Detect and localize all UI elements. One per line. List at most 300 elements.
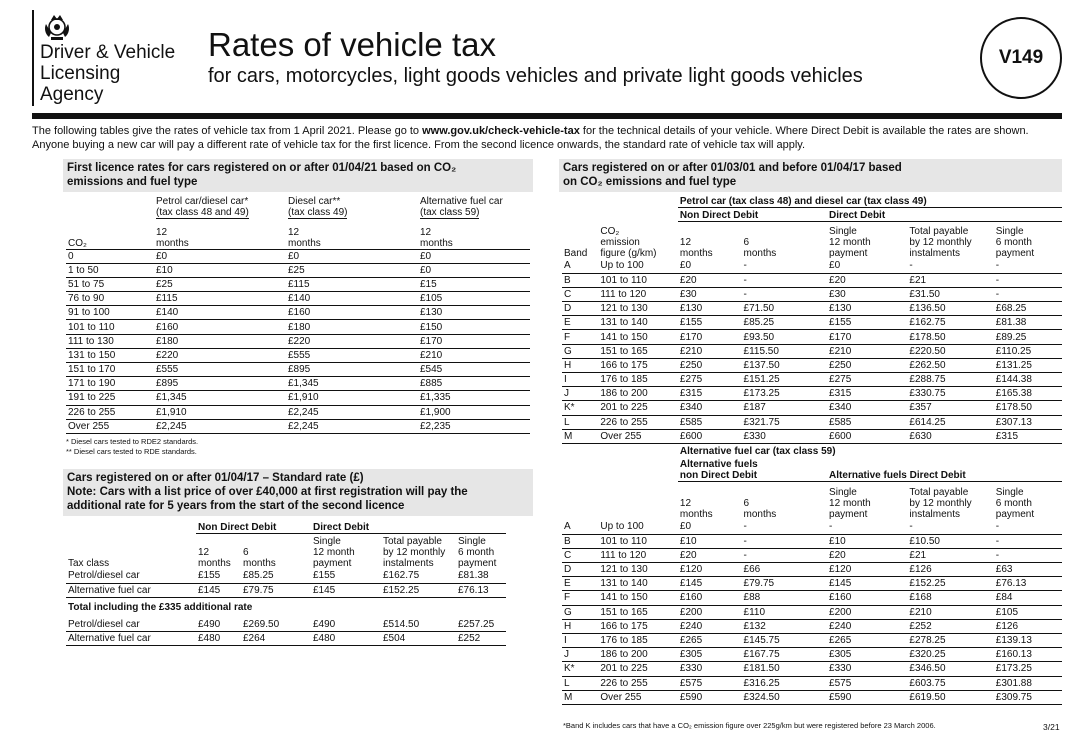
alt-band-cell: £240 [821,619,907,633]
diesel-note-2: ** Diesel cars tested to RDE standards. [66,447,197,456]
petrol-band-cell: £178.50 [994,401,1062,415]
table-row [562,676,1062,690]
alt-band-cell: £181.50 [742,662,822,676]
petrol-band-cell: C [562,287,598,301]
alt-band-cell: 166 to 175 [598,619,678,633]
table-row [66,348,530,362]
petrol-band-cell: £288.75 [907,373,993,387]
table-row [66,377,530,391]
alt-dd-header: Alternative fuels Direct Debit [821,459,1062,482]
petrol-band-cell: E [562,316,598,330]
bands-title-2: on CO₂ emissions and fuel type [563,176,737,188]
alt-6-months-header: 6 months [743,497,777,520]
petrol-band-cell: 111 to 120 [598,287,678,301]
petrol-band-cell: G [562,344,598,358]
alt-band-cell: B [562,534,598,548]
petrol-band-cell: £275 [821,373,907,387]
sr-single-12-header: Single 12 month payment [313,536,355,569]
petrol-band-cell: £170 [821,330,907,344]
first-licence-table [66,196,530,434]
alt-band-cell: £105 [994,605,1062,619]
table-row [66,583,506,597]
alt-band-cell: - [994,520,1062,534]
first-licence-cell: £25 [154,277,286,291]
first-licence-cell: £1,345 [154,391,286,405]
additional-rate-cell: £269.50 [241,617,305,631]
alt-band-cell: I [562,633,598,647]
first-licence-cell: 226 to 255 [66,405,154,419]
col-header-petrol-diesel: Petrol car/diesel car* (tax class 48 and 49) [156,196,249,218]
sr-6-months-header: 6 months [243,547,276,569]
first-licence-cell: 111 to 130 [66,334,154,348]
petrol-band-cell: £21 [907,273,993,287]
petrol-band-cell: £110.25 [994,344,1062,358]
first-licence-cell: 0 [66,249,154,263]
first-licence-cell: £160 [286,306,418,320]
petrol-band-cell: £30 [821,287,907,301]
first-licence-cell: £2,245 [154,419,286,433]
alt-band-cell: £84 [994,591,1062,605]
alt-band-cell: £346.50 [907,662,993,676]
petrol-band-cell: £187 [742,401,822,415]
first-licence-cell: £1,900 [418,405,530,419]
alt-band-cell: 201 to 225 [598,662,678,676]
sr-single-6-header: Single 6 month payment [458,536,497,569]
standard-rate-cell: Alternative fuel car [66,583,196,597]
standard-rate-cell: £81.38 [456,569,506,583]
first-licence-cell: £2,235 [418,419,530,433]
alt-band-cell: £10 [821,534,907,548]
alt-band-cell: £301.88 [994,676,1062,690]
table-row [562,358,1062,372]
standard-rate-heading [63,469,533,516]
alt-band-cell: £590 [821,690,907,704]
first-licence-cell: 191 to 225 [66,391,154,405]
additional-rate-cell: Alternative fuel car [66,632,196,646]
alt-single-12-header: Single 12 month payment [829,486,871,520]
alt-band-cell: £76.13 [994,577,1062,591]
petrol-band-cell: £614.25 [907,415,993,429]
table-row [66,419,530,433]
alt-band-cell: £265 [678,633,742,647]
additional-rate-cell: £480 [305,632,381,646]
first-licence-cell: £115 [154,292,286,306]
standard-rate-cell: £145 [305,583,381,597]
petrol-band-cell: £137.50 [742,358,822,372]
table-row [66,617,506,631]
first-licence-cell: £0 [418,263,530,277]
petrol-band-cell: £130 [821,302,907,316]
table-row [562,259,1062,273]
petrol-band-cell: B [562,273,598,287]
table-row [562,287,1062,301]
alt-band-cell: £305 [821,648,907,662]
bands-table [562,193,1062,705]
first-licence-cell: £1,910 [154,405,286,419]
bands-dd-header: Direct Debit [821,207,1062,221]
petrol-band-cell: 121 to 130 [598,302,678,316]
alt-band-cell: £160.13 [994,648,1062,662]
standard-rate-title-3: additional rate for 5 years from the start of the second licence [67,500,405,512]
petrol-band-cell: 141 to 150 [598,330,678,344]
petrol-band-cell: 101 to 110 [598,273,678,287]
additional-rate-cell: £264 [241,632,305,646]
petrol-band-cell: £136.50 [907,302,993,316]
alt-non-dd-header: Alternative fuels non Direct Debit [678,459,821,482]
petrol-band-cell: K* [562,401,598,415]
table-row [562,662,1062,676]
alt-band-cell: £160 [821,591,907,605]
alt-band-cell: £324.50 [742,690,822,704]
first-licence-cell: £2,245 [286,419,418,433]
alt-band-cell: £210 [907,605,993,619]
first-licence-cell: £1,345 [286,377,418,391]
agency-line-1: Driver & Vehicle [40,42,176,63]
petrol-band-cell: £89.25 [994,330,1062,344]
standard-rate-cell: £152.25 [381,583,456,597]
first-licence-cell: 51 to 75 [66,277,154,291]
royal-crest-icon [42,12,72,42]
petrol-band-cell: £630 [907,429,993,443]
table-row [66,277,530,291]
first-licence-cell: 1 to 50 [66,263,154,277]
bands-non-dd-header: Non Direct Debit [678,207,821,221]
page-header [0,0,1083,118]
petrol-band-cell: - [994,273,1062,287]
alt-total-payable-header: Total payable by 12 monthly instalments [909,486,972,520]
petrol-band-cell: D [562,302,598,316]
alt-band-cell: £173.25 [994,662,1062,676]
table-row [66,292,530,306]
petrol-band-cell: Over 255 [598,429,678,443]
petrol-band-cell: - [994,259,1062,273]
alt-band-cell: M [562,690,598,704]
alt-band-cell: £10 [678,534,742,548]
first-licence-cell: 131 to 150 [66,348,154,362]
bands-single-12-header: Single 12 month payment [829,226,871,259]
alt-band-cell: £575 [678,676,742,690]
alt-band-cell: £21 [907,548,993,562]
petrol-band-cell: £173.25 [742,387,822,401]
first-licence-cell: £180 [154,334,286,348]
alt-band-cell: J [562,648,598,662]
intro-text-2: for the technical details of your vehicle. Where Direct Debit is available the rates are shown. Anyone buying a new car will pay a different rate of vehicle tax for the first licence. From the second licence onwards, the standard rate of vehicle tax will apply. [32,125,1029,151]
petrol-band-cell: H [562,358,598,372]
bands-title-1: Cars registered on or after 01/03/01 and before 01/04/17 based [563,162,902,174]
additional-rate-cell: £252 [456,632,506,646]
alt-band-cell: £168 [907,591,993,605]
alt-band-cell: G [562,605,598,619]
petrol-band-cell: 176 to 185 [598,373,678,387]
petrol-band-cell: 151 to 165 [598,344,678,358]
alt-band-cell: £120 [821,563,907,577]
alt-band-cell: £167.75 [742,648,822,662]
alt-12-months-header: 12 months [679,497,713,520]
alt-band-cell: - [907,520,993,534]
alt-band-cell: F [562,591,598,605]
additional-rate-label: Total including the £335 additional rate [68,602,253,614]
petrol-band-cell: £250 [678,358,742,372]
petrol-band-cell: £178.50 [907,330,993,344]
petrol-band-cell: F [562,330,598,344]
alt-band-cell: - [994,548,1062,562]
first-licence-cell: £140 [154,306,286,320]
alt-band-cell: 111 to 120 [598,548,678,562]
alt-band-cell: £603.75 [907,676,993,690]
table-row [66,632,506,646]
petrol-band-cell: £275 [678,373,742,387]
standard-rate-cell: Petrol/diesel car [66,569,196,583]
co2-figure-header: CO₂ emission figure (g/km) [600,226,657,259]
alt-band-cell: £309.75 [994,690,1062,704]
petrol-band-cell: L [562,415,598,429]
alt-band-cell: £145 [821,577,907,591]
first-licence-cell: £160 [154,320,286,334]
petrol-band-cell: £600 [821,429,907,443]
bands-12-months-header: 12 months [679,237,713,259]
table-row [562,316,1062,330]
alt-band-cell: £278.25 [907,633,993,647]
alt-band-cell: - [821,520,907,534]
first-licence-cell: £0 [286,249,418,263]
additional-rate-cell: £504 [381,632,456,646]
alt-band-cell: £160 [678,591,742,605]
first-licence-cell: £105 [418,292,530,306]
first-licence-cell: £895 [154,377,286,391]
first-licence-cell: 76 to 90 [66,292,154,306]
alt-band-cell: - [742,520,822,534]
table-row [562,344,1062,358]
first-licence-cell: £10 [154,263,286,277]
standard-rate-cell: £155 [305,569,381,583]
table-row [562,401,1062,415]
petrol-band-cell: - [994,287,1062,301]
first-licence-cell: £150 [418,320,530,334]
first-licence-cell: £170 [418,334,530,348]
petrol-band-cell: £85.25 [742,316,822,330]
alt-band-cell: £88 [742,591,822,605]
first-licence-cell: £2,245 [286,405,418,419]
petrol-band-cell: £315 [994,429,1062,443]
first-licence-title-2: emissions and fuel type [67,176,198,188]
first-licence-cell: £1,335 [418,391,530,405]
petrol-band-cell: 166 to 175 [598,358,678,372]
petrol-band-cell: £81.38 [994,316,1062,330]
first-licence-cell: £220 [154,348,286,362]
first-licence-cell: £140 [286,292,418,306]
petrol-band-cell: £71.50 [742,302,822,316]
bands-6-months-header: 6 months [743,237,777,259]
alt-band-cell: £152.25 [907,577,993,591]
additional-rate-cell: £490 [305,617,381,631]
table-row [562,577,1062,591]
alt-band-cell: £63 [994,563,1062,577]
alt-band-cell: £132 [742,619,822,633]
alt-band-cell: £120 [678,563,742,577]
alt-band-cell: £145 [678,577,742,591]
alt-band-cell: £330 [678,662,742,676]
alt-band-cell: £320.25 [907,648,993,662]
agency-line-3: Agency [40,84,104,105]
petrol-band-cell: 186 to 200 [598,387,678,401]
petrol-band-cell: £307.13 [994,415,1062,429]
alt-band-cell: 101 to 110 [598,534,678,548]
alt-band-cell: £126 [994,619,1062,633]
sr-12-months-header: 12 months [198,547,231,569]
first-licence-cell: 101 to 110 [66,320,154,334]
first-licence-cell: £0 [154,249,286,263]
first-licence-cell: £130 [418,306,530,320]
petrol-band-cell: - [907,259,993,273]
alt-band-cell: 226 to 255 [598,676,678,690]
agency-name [40,42,175,105]
sr-total-payable-header: Total payable by 12 monthly instalments [383,536,446,569]
alt-band-cell: - [742,534,822,548]
alt-band-cell: £139.13 [994,633,1062,647]
table-row [66,320,530,334]
alt-band-cell: 186 to 200 [598,648,678,662]
intro-text-1: The following tables give the rates of vehicle tax from 1 April 2021. Please go to [32,125,423,137]
diesel-note-1: * Diesel cars tested to RDE2 standards. [66,437,199,446]
petrol-band-cell: I [562,373,598,387]
first-licence-cell: £15 [418,277,530,291]
petrol-band-cell: £0 [821,259,907,273]
petrol-band-cell: - [742,287,822,301]
non-direct-debit-header: Non Direct Debit [196,519,305,533]
page-title: Rates of vehicle tax [208,26,496,63]
alt-band-cell: £316.25 [742,676,822,690]
months-header-3: 12 months [418,223,530,249]
table-row [562,330,1062,344]
alt-band-cell: Up to 100 [598,520,678,534]
table-row [66,249,530,263]
first-licence-title-1: First licence rates for cars registered on or after 01/04/21 based on CO₂ [67,162,457,174]
petrol-band-cell: £210 [821,344,907,358]
first-licence-cell: £115 [286,277,418,291]
petrol-band-cell: £357 [907,401,993,415]
intro-paragraph [32,124,1062,152]
table-row [562,429,1062,443]
months-header-1: 12 months [154,223,286,249]
table-row [562,302,1062,316]
petrol-band-cell: £31.50 [907,287,993,301]
petrol-band-cell: £93.50 [742,330,822,344]
first-licence-cell: £210 [418,348,530,362]
table-row [562,690,1062,704]
additional-rate-cell: £490 [196,617,241,631]
petrol-band-cell: £340 [678,401,742,415]
alt-band-cell: £145.75 [742,633,822,647]
alt-band-cell: £79.75 [742,577,822,591]
table-row [562,648,1062,662]
table-row [66,391,530,405]
first-licence-cell: £885 [418,377,530,391]
additional-rate-cell: £480 [196,632,241,646]
petrol-band-cell: - [742,273,822,287]
page-number: 3/21 [1043,722,1060,732]
alt-band-cell: £575 [821,676,907,690]
alt-band-cell: £619.50 [907,690,993,704]
standard-rate-cell: £79.75 [241,583,305,597]
table-row [562,591,1062,605]
first-licence-cell: £555 [154,363,286,377]
petrol-band-cell: £315 [821,387,907,401]
petrol-band-cell: 226 to 255 [598,415,678,429]
additional-rate-cell: £257.25 [456,617,506,631]
alt-band-cell: £305 [678,648,742,662]
standard-rate-cell: £85.25 [241,569,305,583]
alt-band-cell: 141 to 150 [598,591,678,605]
co2-header: CO₂ [66,223,154,249]
direct-debit-header: Direct Debit [305,519,506,533]
table-row [562,373,1062,387]
alt-band-cell: £0 [678,520,742,534]
first-licence-cell: £0 [418,249,530,263]
standard-rate-title-2: Note: Cars with a list price of over £40,000 at first registration will pay the [67,486,468,498]
first-licence-cell: £220 [286,334,418,348]
alt-band-cell: £330 [821,662,907,676]
alt-band-cell: £20 [821,548,907,562]
alt-band-cell: £10.50 [907,534,993,548]
petrol-band-cell: £250 [821,358,907,372]
petrol-band-cell: £20 [821,273,907,287]
petrol-band-cell: 131 to 140 [598,316,678,330]
first-licence-cell: £25 [286,263,418,277]
col-header-alternative: Alternative fuel car (tax class 59) [420,196,503,218]
petrol-band-cell: £220.50 [907,344,993,358]
standard-rate-table [66,519,506,646]
alt-band-cell: 131 to 140 [598,577,678,591]
additional-rate-cell: £514.50 [381,617,456,631]
petrol-band-cell: £262.50 [907,358,993,372]
petrol-band-cell: 201 to 225 [598,401,678,415]
petrol-band-cell: £144.38 [994,373,1062,387]
petrol-band-cell: J [562,387,598,401]
check-vehicle-tax-link[interactable]: www.gov.uk/check-vehicle-tax [422,125,580,137]
alt-band-cell: £252 [907,619,993,633]
alt-fuel-heading: Alternative fuel car (tax class 59) [679,446,836,458]
first-licence-cell: £1,910 [286,391,418,405]
table-row [562,633,1062,647]
band-k-footnote: *Band K includes cars that have a CO₂ emission figure over 225g/km but were registered before 23 March 2006. [563,721,936,730]
table-row [562,273,1062,287]
alt-band-cell: £126 [907,563,993,577]
petrol-band-cell: £315 [678,387,742,401]
alt-band-cell: 176 to 185 [598,633,678,647]
alt-band-cell: £590 [678,690,742,704]
col-header-diesel: Diesel car** (tax class 49) [288,196,348,218]
petrol-band-cell: £585 [678,415,742,429]
table-row [562,605,1062,619]
alt-band-cell: 121 to 130 [598,563,678,577]
bands-total-payable-header: Total payable by 12 monthly instalments [909,226,972,259]
table-row [562,415,1062,429]
alt-band-cell: £20 [678,548,742,562]
alt-band-cell: D [562,563,598,577]
agency-line-2: Licensing [40,63,121,84]
alt-band-cell: - [742,548,822,562]
first-licence-cell: 171 to 190 [66,377,154,391]
alt-single-6-header: Single 6 month payment [995,486,1035,520]
petrol-band-cell: £321.75 [742,415,822,429]
alt-band-cell: 151 to 165 [598,605,678,619]
petrol-band-cell: £165.38 [994,387,1062,401]
petrol-band-cell: £155 [678,316,742,330]
petrol-band-cell: £585 [821,415,907,429]
agency-logo [32,10,182,106]
band-header: Band [564,248,588,259]
bands-heading [559,159,1062,192]
